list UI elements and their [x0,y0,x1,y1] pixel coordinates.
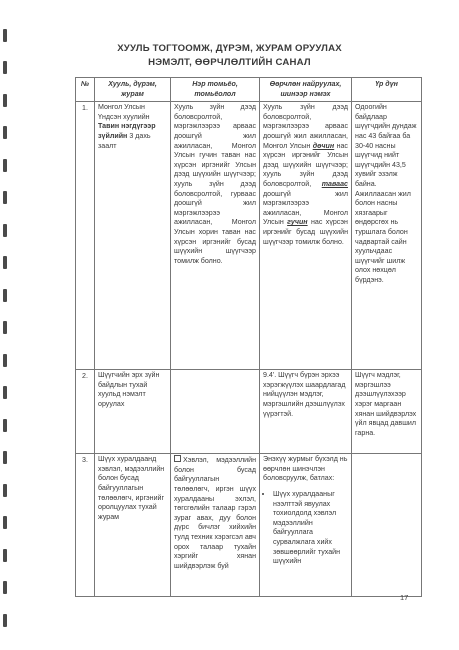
proposal-list [263,490,348,567]
proposal-intro: Энэхүү журмыг бүхэлд нь өөрчлөн шинэчлэн боловсруулж, батлах: [263,455,348,483]
concept-text-b: гучин таван нас хүрсэн иргэнийг Улсын дээд шүүхийн шүүгчээр; хууль зүйн дээд боловсролтой, гурваас доошгүй жил мэргэжлээрээ ажилласан, Монгол Улсын [174,151,256,236]
result-cell: Шүүгч мэдлэг, мэргэшлээ дээшлүүлэхээр хэрэг маргаан хянан шийдвэрлэх үйл явцад давшил гарна. [352,370,422,454]
law-clause: 3 дахь заалт [98,131,151,150]
header-num: № [76,78,95,102]
proposal-cell: 9.4'. Шүүгч бүрэн эрхээ хэрэгжүүлэх шаардлагад нийцүүлэн мэдлэг, мэргэшлийн дээшлүүлэх үүрэгтэй. [260,370,352,454]
proposal-text-e: доошгүй жил мэргэжлээрээ ажилласан, Монгол Улсын [263,189,348,227]
concept-cell [171,454,260,597]
table-row [76,102,422,370]
proposal-emphasis-age: дөчин [312,141,335,150]
law-cell: Шүүгчийн эрх зүйн байдлын тухай хуульд нэмэлт оруулах [95,370,171,454]
row-number: 2. [76,370,95,454]
list-item: • Шүүх хуралдааныг нээлттэй явуулах тохиолдолд хэвлэл мэдээллийн байгууллага сурвалжлага хийх зөвшөөрлийг тухайн шүүхийн [273,490,348,567]
result-cell: Одоогийн байдлаар шүүгчдийн дундаж нас 43 байгаа ба 30-40 насны шүүгчид нийт шүүгчдийн 43,5 хувийг эзэлж байна. Ажиллаасан жил болон насны хязгаарыг өндөрсгөх нь туршлага болон чадвартай сайн хуульчдаас шүүгчийг шилж олох нөхцөл бүрдэнэ. [352,102,422,370]
table-header-row [76,78,422,102]
proposal-text-g: нас хүрсэн иргэнийг бусад шүүхийн шүүгчээр томилж болно. [263,218,348,246]
concept-cell [171,102,260,370]
table-row [76,370,422,454]
proposal-emphasis-years: таваас [321,179,348,188]
proposal-text-a: Хууль зүйн дээд боловсролтой, мэргэжлээрээ арваас доошгүй жил ажилласан, Монгол Улсын [263,103,348,150]
concept-text-c: хорин таван нас хүрсэн иргэнийг бусад шүүхийн шүүгчээр томилж болно. [174,227,256,265]
result-cell [352,454,422,597]
proposal-table [75,77,422,597]
row-number: 1. [76,102,95,370]
law-article: Тавин нэгдүгээр зүйлийн [98,122,156,140]
row-number: 3. [76,454,95,597]
header-proposal: Өөрчлөн найруулах, шинээр нэмэх [260,78,352,102]
concept-text-a: Хууль зүйн дээд боловсролтой, мэргэжлээрээ арваас доошгүй жил ажилласан, Монгол Улсын [174,103,256,160]
proposal-cell [260,454,352,597]
header-law: Хууль, дүрэм, журам [95,78,171,102]
concept-text: Хэвлэл, мэдээллийн болон бусад байгууллагын төлөөлөгч, иргэн шүүх хуралдааны эхлэл, төгсгөлийн талаар гэрэл зураг авах, дуу болон дүрс бичлэг хийхийн тулд техник хэрэгсэл авч орох талаар тухайн хэргийг хянан шийдвэрлэж буй [174,456,256,570]
law-text: Монгол Улсын Үндсэн хуулийн [98,103,150,121]
concept-cell [171,370,260,454]
checkbox-icon [174,455,181,462]
header-result: Үр дүн [352,78,422,102]
law-cell [95,102,171,370]
header-concept: Нэр томьёо, томьёолол [171,78,260,102]
proposal-cell [260,102,352,370]
proposal-emphasis-age-2: гучин [287,218,308,227]
table-row [76,454,422,597]
proposal-text-c: нас хүрсэн иргэнийг Улсын дээд шүүхийн шүүгчээр; хууль зүйн дээд боловсролтой, [263,141,348,188]
page-number: 17 [400,593,409,602]
law-cell: Шүүх хуралдаанд хэвлэл, мэдээллийн болон бусад байгууллагын төлөөлөгч, иргэнийг оролцуулах тухай журам [95,454,171,597]
document-title-line-1: ХУУЛЬ ТОГТООМЖ, ДҮРЭМ, ЖУРАМ ОРУУЛАХ [117,43,342,54]
document-title-line-2: НЭМЭЛТ, ӨӨРЧЛӨЛТИЙН САНАЛ [148,57,311,68]
